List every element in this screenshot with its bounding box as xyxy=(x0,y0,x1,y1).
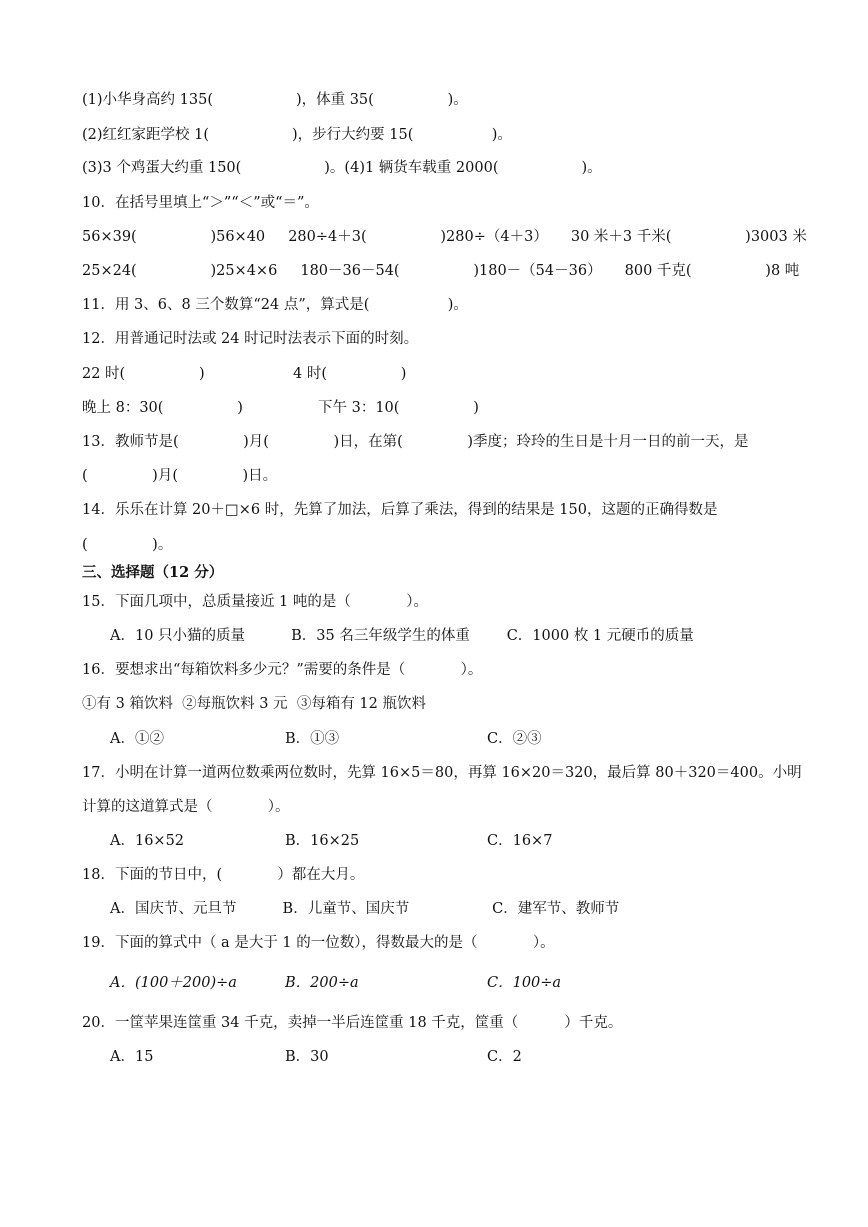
q17-stem-2: 计算的这道算式是（ ）。 xyxy=(82,799,290,815)
q17-option-b: B．16×25 xyxy=(285,833,360,849)
q9-item-3-4: (3)3 个鸡蛋大约重 150( )。(4)1 辆货车载重 2000( )。 xyxy=(82,160,602,176)
q16-option-b: B．①③ xyxy=(285,731,340,747)
q16-option-a: A．①② xyxy=(110,731,164,747)
q12-prompt: 12．用普通记时法或 24 时记时法表示下面的时刻。 xyxy=(82,331,419,347)
q10-row-2: 25×24( )25×4×6 180－36－54( )180－（54－36） 800 千克( )8 吨 xyxy=(82,263,800,279)
q12-item-22h: 22 时( ) xyxy=(82,366,205,382)
q16-stem: 16．要想求出“每箱饮料多少元？”需要的条件是（ ）。 xyxy=(82,662,483,678)
q15-stem: 15．下面几项中，总质量接近 1 吨的是（ ）。 xyxy=(82,594,428,610)
q9-item-1: (1)小华身高约 135( )，体重 35( )。 xyxy=(82,92,468,108)
q12-item-4h: 4 时( ) xyxy=(293,366,407,382)
q19-stem: 19．下面的算式中（ a 是大于 1 的一位数），得数最大的是（ ）。 xyxy=(82,935,555,951)
q10-prompt: 10．在括号里填上“＞”“＜”或“＝”。 xyxy=(82,195,319,211)
q17-stem-1: 17．小明在计算一道两位数乘两位数时，先算 16×5＝80，再算 16×20＝320，最后算 80＋320＝400。小明 xyxy=(82,765,802,781)
q19-option-a: A．(100＋200)÷a xyxy=(110,975,237,991)
q13-line-2: ( )月( )日。 xyxy=(82,468,278,484)
q11: 11．用 3、6、8 三个数算“24 点”，算式是( )。 xyxy=(82,297,468,313)
q17-option-a: A．16×52 xyxy=(110,833,185,849)
q14-line-1: 14．乐乐在计算 20＋□×6 时，先算了加法，后算了乘法，得到的结果是 150，这题的正确得数是 xyxy=(82,502,718,518)
q19-option-c: C．100÷a xyxy=(487,975,562,991)
q18-stem: 18．下面的节日中，( ）都在大月。 xyxy=(82,867,365,883)
q17-option-c: C．16×7 xyxy=(487,833,553,849)
q16-option-c: C．②③ xyxy=(487,731,542,747)
q10-row-1: 56×39( )56×40 280÷4＋3( )280÷（4＋3） 30 米＋3 千米( )3003 米 xyxy=(82,229,807,245)
section-3-heading: 三、选择题（12 分） xyxy=(82,564,224,581)
q9-item-2: (2)红红家距学校 1( )，步行大约要 15( )。 xyxy=(82,127,512,143)
q18-options: A．国庆节、元旦节 B．儿童节、国庆节 C．建军节、教师节 xyxy=(110,901,620,917)
q15-options: A．10 只小猫的质量 B．35 名三年级学生的体重 C．1000 枚 1 元硬币的质量 xyxy=(110,628,694,644)
q16-conditions: ①有 3 箱饮料 ②每瓶饮料 3 元 ③每箱有 12 瓶饮料 xyxy=(82,696,426,712)
q20-option-b: B．30 xyxy=(285,1049,329,1065)
q12-item-afternoon: 下午 3：10( ) xyxy=(318,400,479,416)
q13-line-1: 13．教师节是( )月( )日，在第( )季度；玲玲的生日是十月一日的前一天，是 xyxy=(82,434,749,450)
q20-option-c: C．2 xyxy=(487,1049,522,1065)
q12-item-evening: 晚上 8：30( ) xyxy=(82,400,243,416)
q14-line-2: ( )。 xyxy=(82,537,173,553)
q20-option-a: A．15 xyxy=(110,1049,154,1065)
q20-stem: 20．一筐苹果连筐重 34 千克，卖掉一半后连筐重 18 千克，筐重（ ）千克。 xyxy=(82,1015,623,1031)
q19-option-b: B．200÷a xyxy=(285,975,359,991)
